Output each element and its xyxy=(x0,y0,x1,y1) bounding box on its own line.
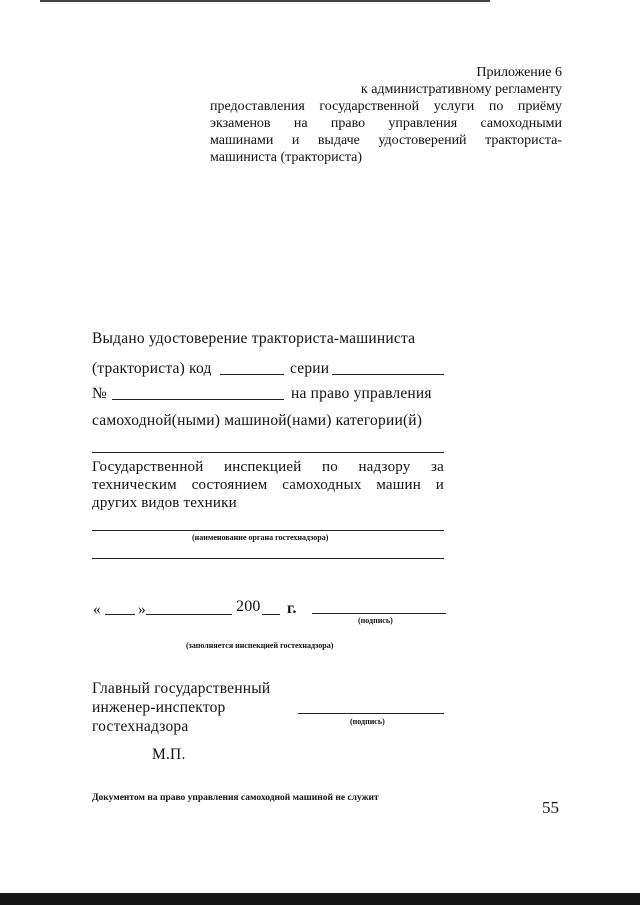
number-field[interactable] xyxy=(112,399,284,400)
page-number: 55 xyxy=(542,798,559,817)
appendix-line-3: экзаменов на право управления самоходными xyxy=(210,116,562,131)
month-field[interactable] xyxy=(146,614,232,615)
filled-by-caption: (заполняется инспекцией гостехнадзора) xyxy=(186,641,334,650)
date-quote-open: « xyxy=(93,601,101,618)
year-prefix: 200 xyxy=(236,598,261,615)
year-suffix: г. xyxy=(287,600,297,617)
org-name-field[interactable] xyxy=(92,530,444,531)
right-to-drive-text: на право управления xyxy=(291,385,432,402)
inspection-text: Государственной инспекцией по надзору за техническим состоянием самоходных машин и других видов техники xyxy=(92,459,444,511)
chief-signature-field[interactable] xyxy=(298,713,444,714)
chief-line-3: гостехнадзора xyxy=(92,718,189,735)
series-label: серии xyxy=(290,360,330,377)
org-name-field-2[interactable] xyxy=(92,558,444,559)
category-field[interactable] xyxy=(92,452,444,453)
disclaimer: Документом на право управления самоходной машиной не служит xyxy=(92,793,379,803)
code-field[interactable] xyxy=(220,374,284,375)
series-field[interactable] xyxy=(332,374,444,375)
appendix-line-1: к административному регламенту xyxy=(360,82,562,97)
org-caption: (наименование органа гостехнадзора) xyxy=(192,533,329,542)
top-edge-line xyxy=(40,0,490,2)
chief-title xyxy=(92,679,270,736)
number-sign: № xyxy=(92,385,107,402)
chief-line-1: Главный государственный xyxy=(92,680,271,697)
category-text: самоходной(ными) машиной(нами) категории(й) xyxy=(92,412,423,429)
signature-caption: (подпись) xyxy=(358,616,393,625)
scan-edge-bar xyxy=(0,893,640,905)
chief-signature-caption: (подпись) xyxy=(350,717,385,726)
signature-field[interactable] xyxy=(312,613,446,614)
appendix-title: Приложение 6 xyxy=(476,65,562,80)
appendix-line-2: предоставления государственной услуги по приёму xyxy=(210,99,562,114)
chief-line-2: инженер-инспектор xyxy=(92,699,226,716)
appendix-line-4: машинами и выдаче удостоверений тракториста- xyxy=(210,133,562,148)
stamp-label: М.П. xyxy=(152,746,186,763)
code-label: (тракториста) код xyxy=(92,360,212,377)
appendix-line-5: машиниста (тракториста) xyxy=(210,150,363,165)
day-field[interactable] xyxy=(105,614,135,615)
date-quote-close: » xyxy=(138,601,146,618)
issued-text: Выдано удостоверение тракториста-машиниста xyxy=(92,330,416,347)
year-field[interactable] xyxy=(262,614,280,615)
appendix-header xyxy=(210,64,562,166)
